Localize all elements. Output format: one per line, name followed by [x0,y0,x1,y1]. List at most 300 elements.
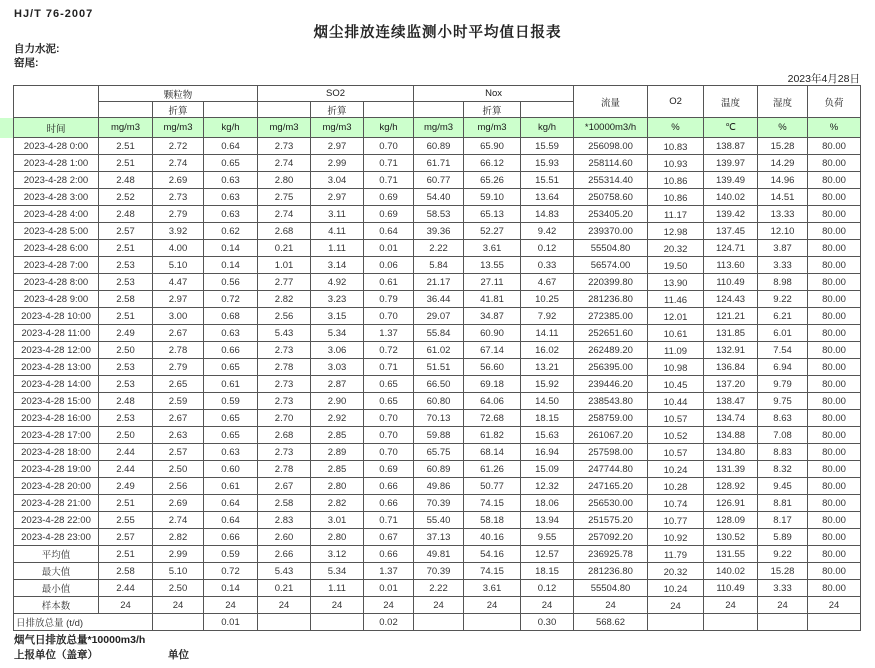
value-cell: 2.72 [153,138,204,155]
value-cell: 0.70 [364,427,414,444]
value-cell: 4.67 [521,274,574,291]
row-label-cell: 2023-4-28 2:00 [14,172,99,189]
value-cell: 0.61 [204,478,258,495]
row-label-cell: 2023-4-28 11:00 [14,325,99,342]
value-cell: 6.01 [758,325,808,342]
value-cell: 3.33 [758,580,808,597]
value-cell: 131.85 [704,325,758,342]
value-cell: 10.24 [648,580,704,597]
summary-body [14,546,861,631]
value-cell: 2.58 [99,291,153,308]
row-label-cell: 2023-4-28 23:00 [14,529,99,546]
value-cell: 80.00 [808,359,861,376]
value-cell: 0.66 [204,529,258,546]
value-cell: 2.51 [99,240,153,257]
value-cell: 3.14 [311,257,364,274]
value-cell: 272385.00 [574,308,648,325]
value-cell: 2.56 [153,478,204,495]
value-cell: 8.17 [758,512,808,529]
value-cell: 51.51 [414,359,464,376]
value-cell: 80.00 [808,223,861,240]
value-cell: 2.74 [153,512,204,529]
value-cell: 50.77 [464,478,521,495]
value-cell: 138.87 [704,138,758,155]
table-row [14,342,861,359]
row-label-cell: 2023-4-28 12:00 [14,342,99,359]
value-cell: 247744.80 [574,461,648,478]
value-cell [414,614,464,631]
header-units-row [14,118,861,138]
table-row [14,291,861,308]
value-cell: 2.55 [99,512,153,529]
value-cell: 1.11 [311,240,364,257]
value-cell: 0.02 [364,614,414,631]
value-cell: 80.00 [808,563,861,580]
value-cell: 12.01 [648,308,704,325]
value-cell: 262489.20 [574,342,648,359]
value-cell: 24 [758,597,808,614]
value-cell: 16.02 [521,342,574,359]
value-cell: 256530.00 [574,495,648,512]
value-cell: 128.09 [704,512,758,529]
value-cell: 24 [258,597,311,614]
value-cell: 24 [464,597,521,614]
value-cell: 10.83 [648,138,704,155]
row-label-cell: 2023-4-28 5:00 [14,223,99,240]
unit-flow: *10000m3/h [574,118,648,138]
value-cell: 2.73 [258,376,311,393]
value-cell: 3.61 [464,580,521,597]
value-cell: 10.57 [648,444,704,461]
value-cell: 2.67 [153,410,204,427]
value-cell: 139.49 [704,172,758,189]
value-cell: 21.17 [414,274,464,291]
value-cell: 0.69 [364,189,414,206]
table-row [14,206,861,223]
value-cell: 0.71 [364,512,414,529]
unit-pm-mgm3: mg/m3 [99,118,153,138]
value-cell: 55504.80 [574,580,648,597]
value-cell: 10.86 [648,172,704,189]
value-cell: 59.10 [464,189,521,206]
value-cell: 3.06 [311,342,364,359]
value-cell: 2.49 [99,478,153,495]
value-cell: 136.84 [704,359,758,376]
value-cell: 0.69 [364,461,414,478]
value-cell: 0.71 [364,359,414,376]
value-cell: 24 [153,597,204,614]
value-cell: 24 [704,597,758,614]
value-cell: 258759.00 [574,410,648,427]
value-cell: 18.15 [521,410,574,427]
value-cell: 2.79 [153,359,204,376]
value-cell: 19.50 [648,257,704,274]
value-cell: 2.56 [258,308,311,325]
value-cell: 2.87 [311,376,364,393]
value-cell: 36.44 [414,291,464,308]
value-cell: 132.91 [704,342,758,359]
value-cell: 4.00 [153,240,204,257]
value-cell: 80.00 [808,138,861,155]
value-cell: 0.14 [204,240,258,257]
value-cell: 80.00 [808,512,861,529]
table-row [14,529,861,546]
value-cell: 0.12 [521,240,574,257]
table-row [14,478,861,495]
value-cell: 80.00 [808,155,861,172]
value-cell: 2.99 [311,155,364,172]
value-cell: 0.21 [258,240,311,257]
value-cell: 80.00 [808,580,861,597]
row-label-cell: 2023-4-28 20:00 [14,478,99,495]
header-spacer-cell [258,102,311,118]
value-cell: 2.92 [311,410,364,427]
value-cell: 54.16 [464,546,521,563]
value-cell: 14.50 [521,393,574,410]
value-cell: 134.80 [704,444,758,461]
unit-pm-converted-mgm3: mg/m3 [153,118,204,138]
value-cell: 239446.20 [574,376,648,393]
value-cell: 238543.80 [574,393,648,410]
header-spacer-cell [414,102,464,118]
value-cell: 15.28 [758,563,808,580]
unit-humidity: % [758,118,808,138]
row-label-cell: 2023-4-28 9:00 [14,291,99,308]
value-cell: 5.34 [311,325,364,342]
row-label-cell: 2023-4-28 3:00 [14,189,99,206]
row-label-cell: 日排放总量 (t/d) [14,614,153,631]
row-label-cell: 2023-4-28 22:00 [14,512,99,529]
value-cell: 0.66 [204,342,258,359]
value-cell: 2.50 [99,427,153,444]
value-cell: 24 [574,597,648,614]
value-cell: 10.57 [648,410,704,427]
value-cell: 0.62 [204,223,258,240]
value-cell: 9.55 [521,529,574,546]
value-cell: 18.15 [521,563,574,580]
value-cell: 2.82 [311,495,364,512]
value-cell: 2.53 [99,376,153,393]
value-cell: 80.00 [808,495,861,512]
table-row [14,223,861,240]
value-cell: 2.74 [258,206,311,223]
value-cell: 256395.00 [574,359,648,376]
value-cell: 80.00 [808,308,861,325]
value-cell: 281236.80 [574,291,648,308]
value-cell: 220399.80 [574,274,648,291]
value-cell: 52.27 [464,223,521,240]
value-cell: 9.22 [758,291,808,308]
value-cell: 72.68 [464,410,521,427]
value-cell: 1.11 [311,580,364,597]
value-cell: 24 [99,597,153,614]
value-cell: 2.65 [153,376,204,393]
value-cell: 0.63 [204,206,258,223]
value-cell: 255314.40 [574,172,648,189]
value-cell: 8.63 [758,410,808,427]
header-pm-converted: 折算 [153,102,204,118]
value-cell: 80.00 [808,342,861,359]
value-cell: 65.75 [414,444,464,461]
value-cell: 0.63 [204,444,258,461]
row-label-cell: 2023-4-28 0:00 [14,138,99,155]
value-cell: 2.68 [258,427,311,444]
table-row [14,172,861,189]
value-cell: 2.57 [99,223,153,240]
value-cell: 2.78 [258,359,311,376]
value-cell: 61.71 [414,155,464,172]
value-cell: 0.14 [204,257,258,274]
value-cell: 60.89 [414,461,464,478]
table-body [14,138,861,563]
value-cell: 253405.20 [574,206,648,223]
value-cell: 8.81 [758,495,808,512]
report-unit-label: 上报单位（盖章） [14,649,98,661]
row-label-cell: 2023-4-28 14:00 [14,376,99,393]
value-cell: 14.96 [758,172,808,189]
main-table [13,85,861,563]
value-cell: 13.33 [758,206,808,223]
value-cell: 3.11 [311,206,364,223]
header-spacer-cell [364,102,414,118]
summary-table [13,545,861,631]
table-row [14,393,861,410]
value-cell: 2.48 [99,172,153,189]
value-cell: 0.01 [364,580,414,597]
table-row [14,495,861,512]
header-spacer-cell [14,86,99,118]
value-cell: 2.97 [153,291,204,308]
value-cell: 49.86 [414,478,464,495]
value-cell: 8.98 [758,274,808,291]
value-cell: 2.85 [311,461,364,478]
value-cell: 10.86 [648,189,704,206]
value-cell: 10.61 [648,325,704,342]
value-cell: 2.53 [99,257,153,274]
value-cell: 29.07 [414,308,464,325]
value-cell: 113.60 [704,257,758,274]
value-cell: 24 [311,597,364,614]
value-cell: 239370.00 [574,223,648,240]
value-cell: 2.51 [99,138,153,155]
value-cell: 128.92 [704,478,758,495]
report-table [13,85,861,563]
table-row [14,138,861,155]
value-cell: 2.69 [153,495,204,512]
value-cell: 126.91 [704,495,758,512]
unit-so2-kgh: kg/h [364,118,414,138]
value-cell: 0.59 [204,546,258,563]
value-cell: 61.02 [414,342,464,359]
value-cell: 3.33 [758,257,808,274]
value-cell: 250758.60 [574,189,648,206]
value-cell: 7.08 [758,427,808,444]
value-cell: 2.57 [99,529,153,546]
value-cell: 2.82 [258,291,311,308]
value-cell: 10.45 [648,376,704,393]
value-cell: 5.34 [311,563,364,580]
value-cell: 24 [414,597,464,614]
value-cell: 0.61 [204,376,258,393]
value-cell: 2.99 [153,546,204,563]
header-spacer-cell [204,102,258,118]
value-cell: 137.20 [704,376,758,393]
header-group-so2: SO2 [258,86,414,102]
value-cell [648,614,704,631]
value-cell: 80.00 [808,410,861,427]
value-cell: 2.73 [258,138,311,155]
value-cell: 10.74 [648,495,704,512]
value-cell: 60.80 [414,393,464,410]
value-cell: 12.10 [758,223,808,240]
header-load: 负荷 [808,86,861,118]
value-cell: 2.51 [99,308,153,325]
value-cell: 2.51 [99,546,153,563]
value-cell: 68.14 [464,444,521,461]
value-cell: 13.94 [521,512,574,529]
value-cell: 0.63 [204,325,258,342]
value-cell: 0.21 [258,580,311,597]
value-cell: 0.12 [521,580,574,597]
value-cell: 80.00 [808,257,861,274]
value-cell: 0.79 [364,291,414,308]
summary-row [14,546,861,563]
value-cell: 2.50 [153,580,204,597]
value-cell: 2.63 [153,427,204,444]
value-cell: 80.00 [808,444,861,461]
value-cell: 0.65 [364,393,414,410]
value-cell: 39.36 [414,223,464,240]
table-row [14,461,861,478]
value-cell: 80.00 [808,189,861,206]
value-cell: 3.23 [311,291,364,308]
value-cell: 2.44 [99,580,153,597]
row-label-cell: 2023-4-28 6:00 [14,240,99,257]
value-cell: 37.13 [414,529,464,546]
row-label-cell: 2023-4-28 7:00 [14,257,99,274]
value-cell: 2.60 [258,529,311,546]
value-cell: 65.90 [464,138,521,155]
value-cell: 4.92 [311,274,364,291]
value-cell: 2.69 [153,172,204,189]
value-cell: 2.53 [99,274,153,291]
value-cell: 0.70 [364,410,414,427]
value-cell: 9.79 [758,376,808,393]
value-cell: 0.70 [364,444,414,461]
header-temperature: 温度 [704,86,758,118]
page-title: 烟尘排放连续监测小时平均值日报表 [313,25,562,41]
header-nox-converted: 折算 [464,102,521,118]
value-cell: 2.85 [311,427,364,444]
value-cell: 41.81 [464,291,521,308]
row-label-cell: 2023-4-28 21:00 [14,495,99,512]
table-row [14,359,861,376]
value-cell: 2.57 [153,444,204,461]
value-cell: 14.51 [758,189,808,206]
header-so2-converted: 折算 [311,102,364,118]
value-cell: 124.43 [704,291,758,308]
value-cell: 261067.20 [574,427,648,444]
unit-so2-mgm3: mg/m3 [258,118,311,138]
value-cell: 15.59 [521,138,574,155]
value-cell: 55.40 [414,512,464,529]
header-spacer-cell [99,102,153,118]
value-cell: 80.00 [808,478,861,495]
value-cell: 24 [808,597,861,614]
value-cell: 15.51 [521,172,574,189]
value-cell: 1.37 [364,563,414,580]
value-cell: 3.92 [153,223,204,240]
value-cell: 6.94 [758,359,808,376]
value-cell: 0.70 [364,138,414,155]
value-cell: 9.42 [521,223,574,240]
value-cell: 2.51 [99,155,153,172]
value-cell: 2.70 [258,410,311,427]
table-row [14,512,861,529]
value-cell: 0.66 [364,546,414,563]
table-row [14,410,861,427]
summary-row [14,614,861,631]
value-cell: 257092.20 [574,529,648,546]
value-cell: 11.46 [648,291,704,308]
value-cell: 59.88 [414,427,464,444]
value-cell: 2.73 [258,393,311,410]
value-cell: 11.79 [648,546,704,563]
value-cell: 10.24 [648,461,704,478]
unit-nox-converted-mgm3: mg/m3 [464,118,521,138]
value-cell: 5.89 [758,529,808,546]
value-cell: 60.77 [414,172,464,189]
header-group-pm: 颗粒物 [99,86,258,102]
value-cell: 2.80 [311,529,364,546]
value-cell: 54.40 [414,189,464,206]
value-cell: 2.97 [311,138,364,155]
value-cell: 0.30 [521,614,574,631]
value-cell: 24 [521,597,574,614]
value-cell: 2.58 [99,563,153,580]
value-cell: 0.65 [204,410,258,427]
value-cell: 236925.78 [574,546,648,563]
value-cell: 58.18 [464,512,521,529]
value-cell: 8.32 [758,461,808,478]
value-cell: 24 [364,597,414,614]
value-cell: 2.80 [311,478,364,495]
value-cell [258,614,311,631]
unit-o2: % [648,118,704,138]
value-cell: 2.50 [153,461,204,478]
value-cell: 121.21 [704,308,758,325]
unit-so2-converted-mgm3: mg/m3 [311,118,364,138]
value-cell: 3.03 [311,359,364,376]
value-cell: 80.00 [808,206,861,223]
value-cell: 2.67 [258,478,311,495]
value-cell: 2.83 [258,512,311,529]
value-cell: 61.26 [464,461,521,478]
value-cell: 139.97 [704,155,758,172]
value-cell: 9.45 [758,478,808,495]
value-cell: 134.88 [704,427,758,444]
value-cell: 2.66 [258,546,311,563]
value-cell: 0.65 [204,359,258,376]
value-cell: 110.49 [704,580,758,597]
value-cell: 11.09 [648,342,704,359]
value-cell: 20.32 [648,240,704,257]
row-highlight-strip [0,118,13,138]
value-cell: 3.87 [758,240,808,257]
unit-pm-kgh: kg/h [204,118,258,138]
header-humidity: 湿度 [758,86,808,118]
value-cell: 0.14 [204,580,258,597]
